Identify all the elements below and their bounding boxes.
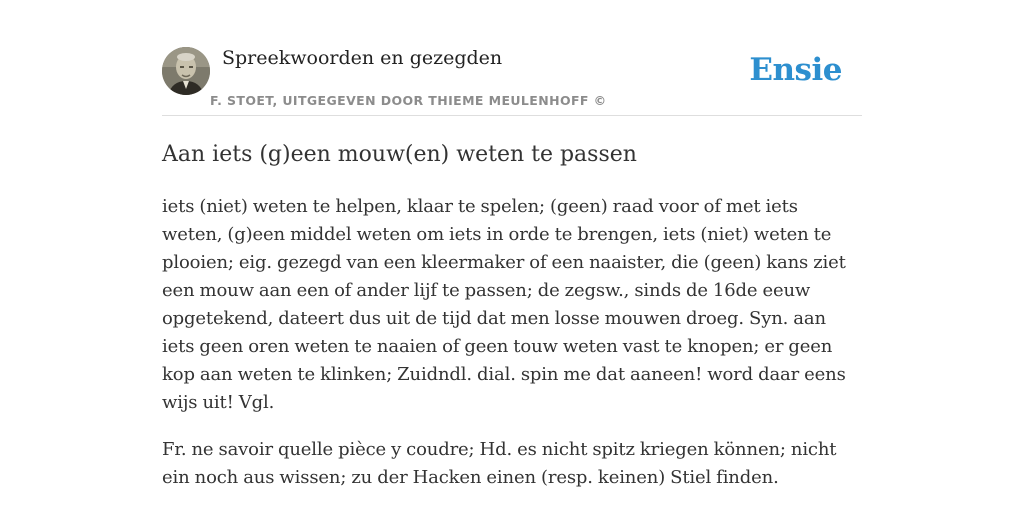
- brand-logo[interactable]: Ensie: [749, 52, 842, 88]
- author-credit: F. STOET, UITGEGEVEN DOOR THIEME MEULENHOFF ©: [210, 93, 607, 108]
- entry-paragraph: iets (niet) weten te helpen, klaar te spelen; (geen) raad voor of met iets weten, (g)een middel weten om iets in orde te brengen, iets (niet) weten te plooien; eig. gezegd van een kleermaker of een naaister, die (geen) kans ziet een mouw aan een of ander lijf te passen; de zegsw., sinds de 16de eeuw opgetekend, dateert dus uit de tijd dat men losse mouwen droeg. Syn. aan iets geen oren weten te naaien of geen touw weten vast te knopen; er geen kop aan weten te klinken; Zuidndl. dial. spin me dat aaneen! word daar eens wijs uit! Vgl.: [162, 196, 846, 413]
- entry-paragraph: Fr. ne savoir quelle pièce y coudre; Hd. es nicht spitz kriegen können; nicht ein noch aus wissen; zu der Hacken einen (resp. keinen) Stiel finden.: [162, 439, 837, 488]
- content-container: [162, 44, 862, 492]
- portrait-icon: [162, 47, 210, 95]
- header: [162, 44, 862, 116]
- book-title[interactable]: Spreekwoorden en gezegden: [222, 47, 503, 69]
- avatar[interactable]: [162, 47, 210, 95]
- entry-title: Aan iets (g)een mouw(en) weten te passen: [162, 142, 637, 167]
